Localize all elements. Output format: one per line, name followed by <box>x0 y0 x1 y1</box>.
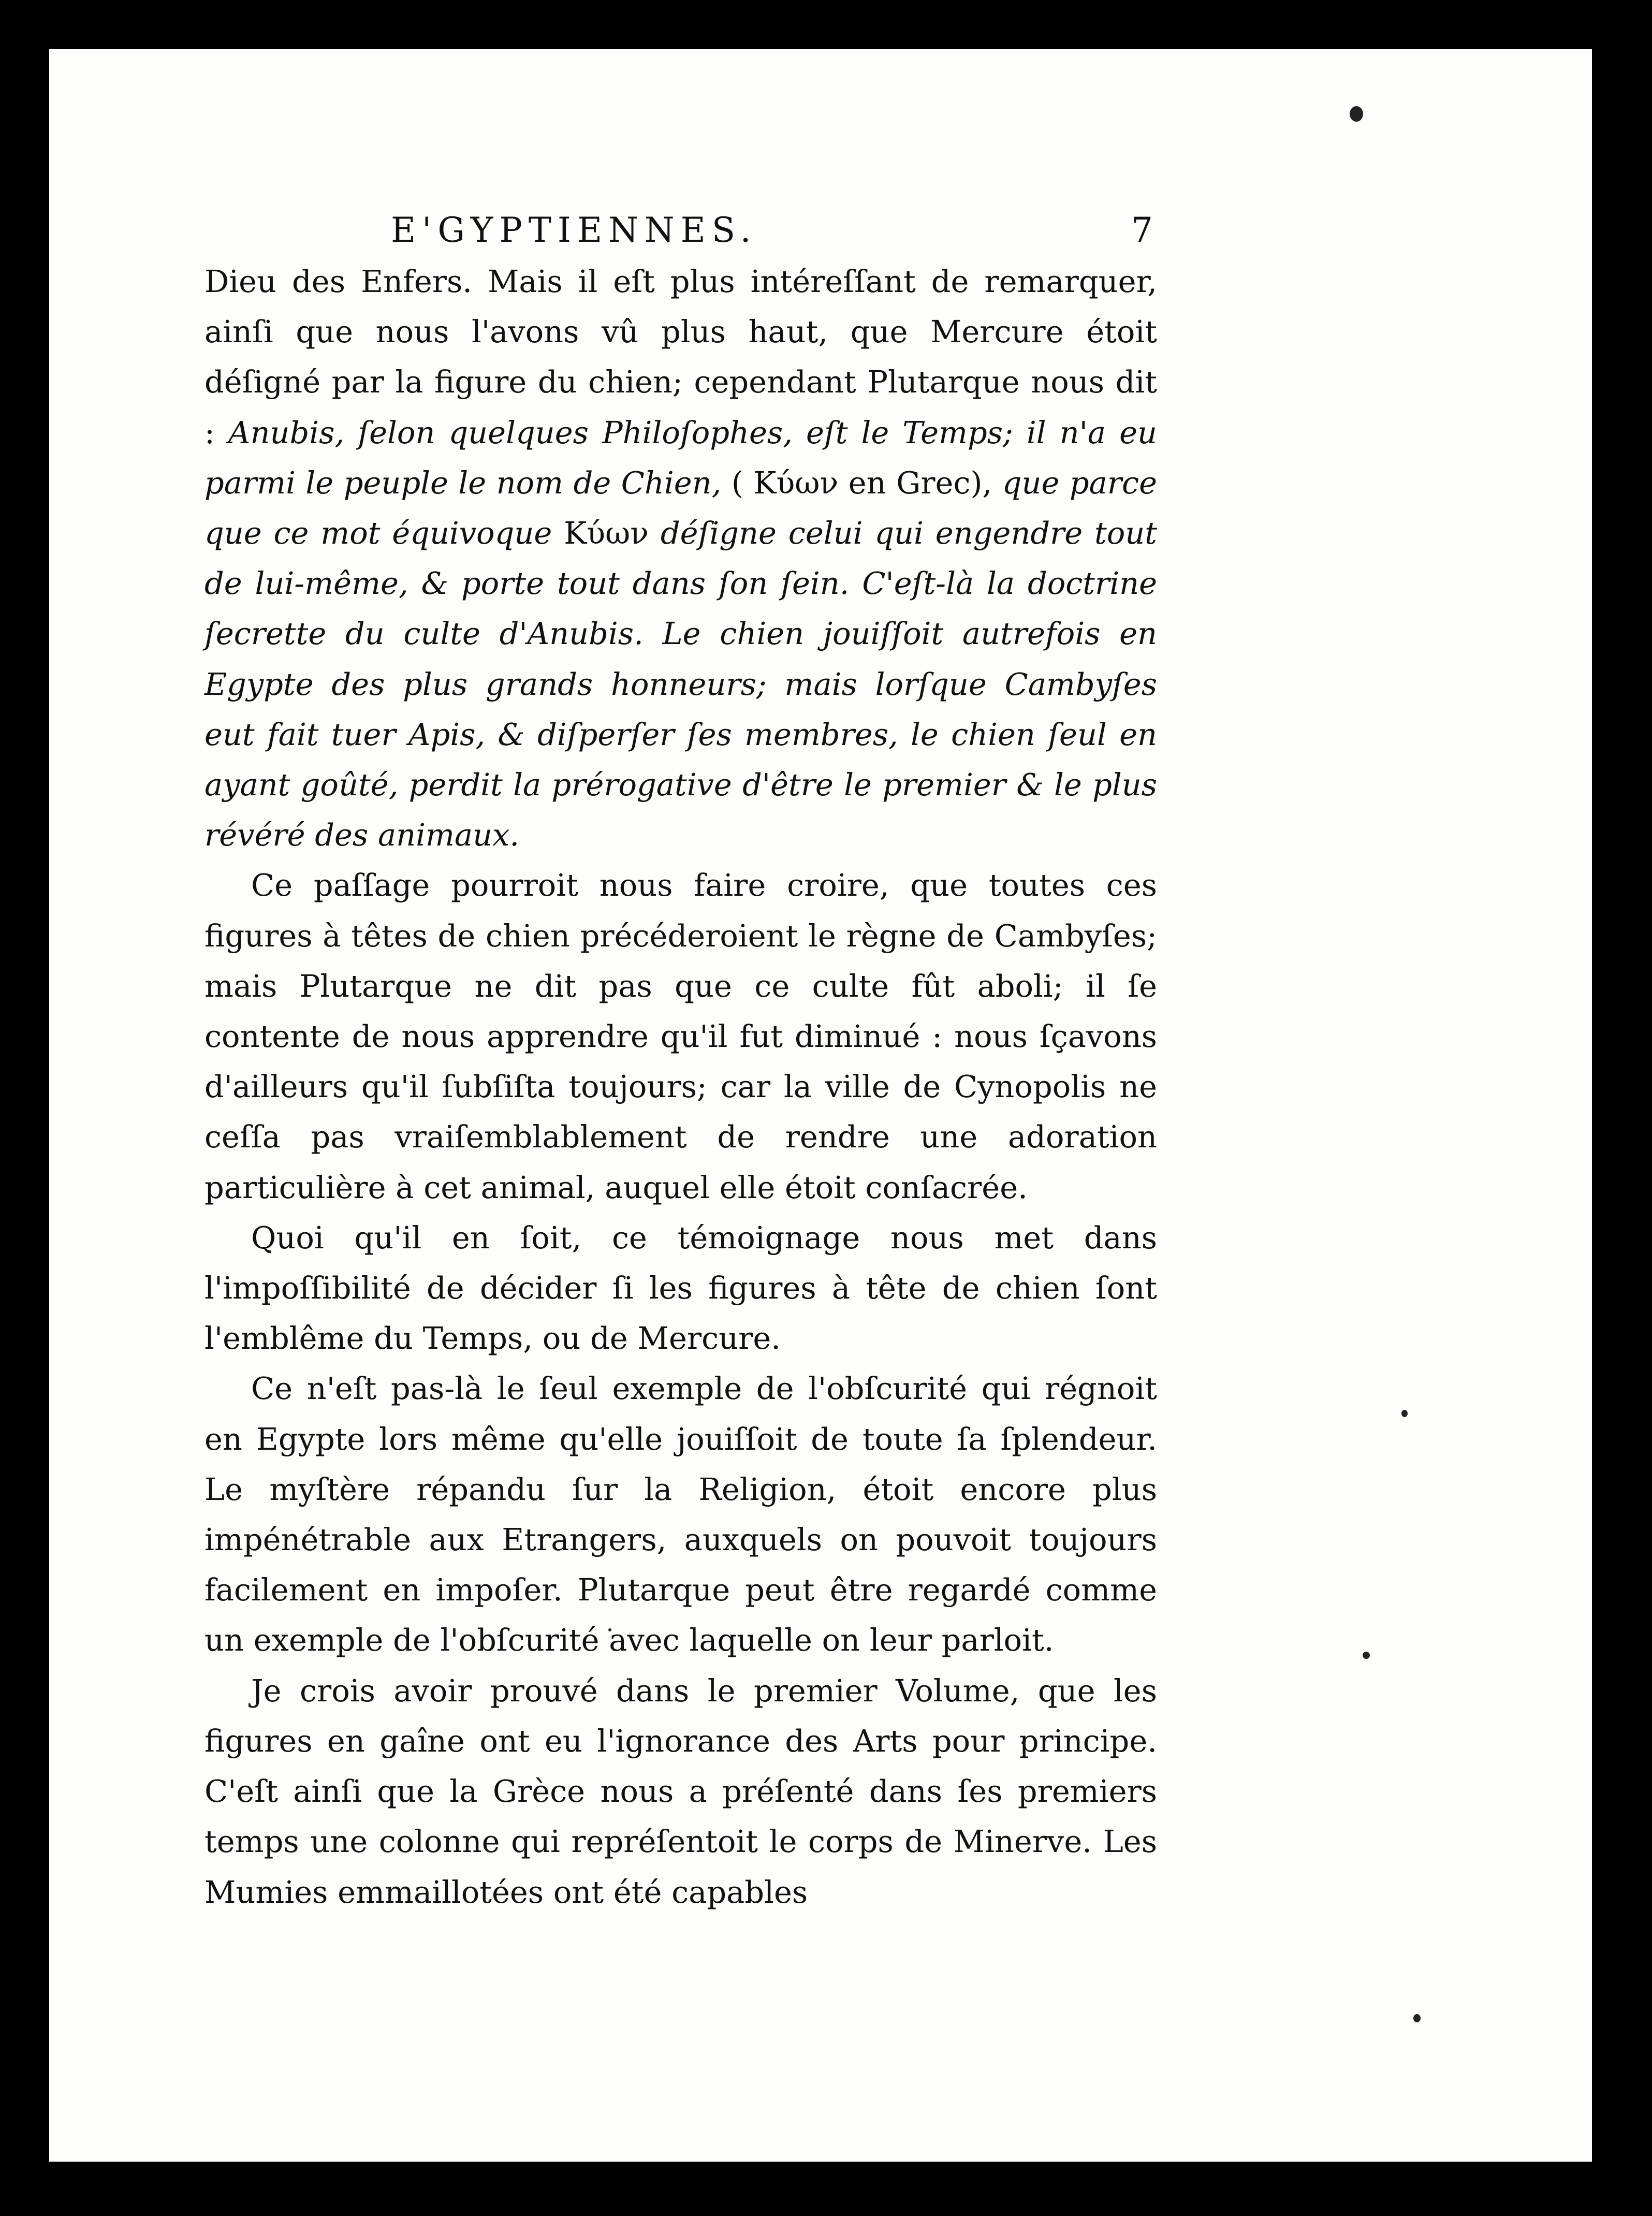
ink-speck <box>1413 2014 1421 2022</box>
paragraph-4: Ce n'eſt pas-là le ſeul exemple de l'obſcurité qui régnoit en Egypte lors même qu'elle jouiſſoit de toute ſa ſplendeur. Le myſtère répandu ſur la Religion, étoit encore plus impénétrable aux Etrangers, auxquels on pouvoit toujours facilement en impoſer. Plutarque peut être regardé comme un exemple de l'obſcurité avec laquelle on leur parloit. <box>204 1371 1157 1658</box>
paragraph-1-roman: Dieu des Enfers. Mais il eſt plus intéreſſant de remarquer, ainſi que nous l'avons vû plus haut, que Mercure étoit déſigné par la figure du chien; cependant Plutarque nous dit : <box>204 264 1157 450</box>
greek-word: Κύων <box>564 515 661 551</box>
page-text <box>204 205 1157 1917</box>
page-number: 7 <box>1131 210 1153 250</box>
paragraph-2: Ce paſſage pourroit nous faire croire, que toutes ces figures à têtes de chien précéderoient le règne de Cambyſes; mais Plutarque ne dit pas que ce culte fût aboli; il ſe contente de nous apprendre qu'il fut diminué : nous ſçavons d'ailleurs qu'il ſubſiſta toujours; car la ville de Cynopolis ne ceſſa pas vraiſemblablement de rendre une adoration particulière à cet animal, auquel elle étoit conſacrée. <box>204 867 1157 1205</box>
greek-gloss: ( Κύων en Grec), <box>731 464 1002 501</box>
plutarch-quote-end: déſigne celui qui engendre tout de lui-même, & porte tout dans ſon ſein. C'eſt-là la doctrine ſecrette du culte d'Anubis. Le chien jouiſſoit autrefois en Egypte des plus grands honneurs; mais lorſque Cambyſes eut fait tuer Apis, & diſperſer ſes membres, le chien ſeul en ayant goûté, perdit la prérogative d'être le premier & le plus révéré des animaux. <box>204 515 1157 853</box>
plutarch-quote: Anubis, ſelon quelques Philoſophes, eſt le Temps; il n'a eu parmi le peuple le nom de Chien, <box>204 414 1157 501</box>
paragraph-1 <box>204 256 1157 860</box>
ink-speck <box>1363 1652 1370 1659</box>
book-page <box>49 49 1592 2162</box>
running-head <box>204 205 1157 256</box>
ink-speck <box>1401 1410 1408 1417</box>
plutarch-quote-cont: que parce que ce mot équivoque <box>204 464 1157 551</box>
paragraph-3: Quoi qu'il en ſoit, ce témoignage nous met dans l'impoſſibilité de décider ſi les figures à tête de chien ſont l'emblême du Temps, ou de Mercure. <box>204 1219 1157 1357</box>
ink-speck <box>1350 106 1363 122</box>
paragraph-5: Je crois avoir prouvé dans le premier Volume, que les figures en gaîne ont eu l'ignorance des Arts pour principe. C'eſt ainſi que la Grèce nous a préſenté dans ſes premiers temps une colonne qui repréſentoit le corps de Minerve. Les Mumies emmaillotées ont été capables <box>204 1672 1157 1910</box>
running-head-title: E'GYPTIENNES. <box>391 210 757 250</box>
